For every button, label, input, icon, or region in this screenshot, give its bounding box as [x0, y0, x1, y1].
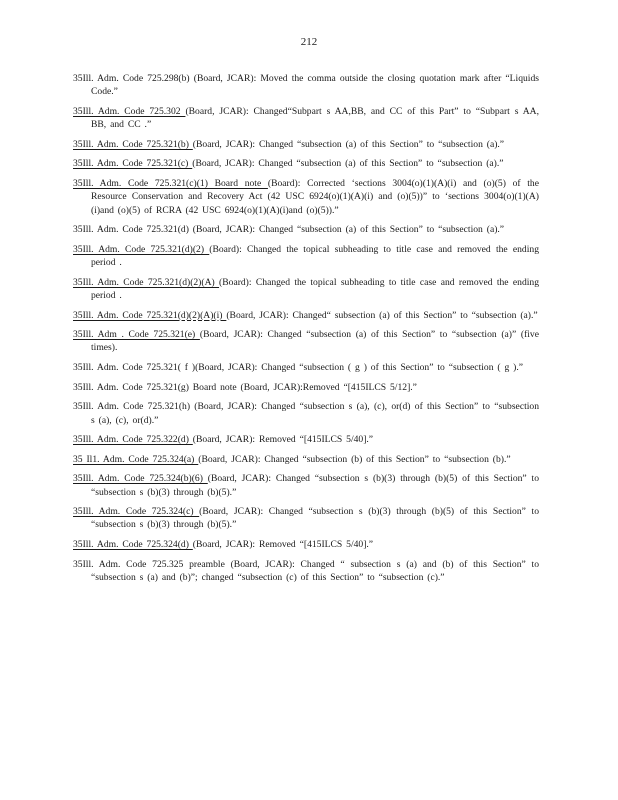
list-item: [73, 400, 539, 427]
entry-citation: 35Ill. Adm. Code 725.321(d)(2)(A): [73, 276, 220, 288]
entry-citation: 35Ill. Adm. Code 725.321( f ): [73, 362, 196, 374]
entry-text: (Board, JCAR): Changed “subsection s (b)(3) through (b)(5) of this Section” to “subsection s (b)(3) through (b)(5).”: [91, 473, 539, 498]
entry-text: (Board, JCAR): Changed “subsection (a) of this Section” to “subsection (a).”: [192, 138, 505, 150]
list-item: [73, 72, 539, 99]
list-item: [73, 538, 539, 551]
entry-text: (Board, JCAR): Changed “subsection (a) of this Section” to “subsection (a).”: [188, 224, 505, 236]
list-item: [73, 157, 539, 170]
list-item: [73, 276, 539, 303]
entry-citation: 35Ill. Adm. Code 725.325 preamble: [73, 558, 225, 570]
entry-citation: 35Ill. Adm. Code 725.298(b): [73, 73, 190, 84]
entry-text: (Board, JCAR): Changed “subsection (a) of this Section” to “subsection (a)” (five times).: [91, 329, 539, 354]
list-item: [73, 505, 539, 532]
entry-citation: 35Ill. Adm. Code 725.321(c)(1) Board note: [73, 177, 268, 189]
entry-citation: 35Ill. Adm. Code 725.322(d): [73, 434, 193, 446]
list-item: [73, 472, 539, 499]
page-number: 212: [300, 36, 318, 48]
entry-text: (Board, JCAR):Removed “[415ILCS 5/12].”: [236, 381, 417, 393]
entry-text: (Board): Changed the topical subheading to title case and removed the ending period .: [91, 243, 539, 269]
entry-citation: 35Ill. Adm. Code 725.324(b)(6): [73, 473, 208, 485]
list-item: [73, 177, 539, 217]
entry-citation: 35Ill. Adm. Code 725.321(d): [73, 224, 189, 236]
entry-text: (Board): Corrected ‘sections 3004(o)(1)(A)(i) and (o)(5) of the Resource Conservation and Recovery Act (42 USC 6924(o)(1)(A)(i) and (o)(5))” to ‘sections 3004(o)(1)(A)(i)and (o)(5) of RCRA (42 USC 6924(o)(1)(A)(i)and (o)(5)).”: [91, 177, 539, 216]
entry-text: (Board, JCAR): Changed “subsection (b) of this Section” to “subsection (b).”: [198, 453, 511, 465]
entry-citation: 35Ill. Adm. Code 725.321(c): [73, 158, 193, 170]
entry-text: (Board, JCAR): Removed “[415ILCS 5/40].”: [192, 434, 374, 446]
list-item: [73, 361, 539, 374]
entry-citation: 35 Il1. Adm. Code 725.324(a): [73, 453, 199, 465]
entry-text: (Board, JCAR): Removed “[415ILCS 5/40].”: [192, 539, 374, 551]
list-item: [73, 243, 539, 270]
list-item: [73, 558, 539, 585]
entry-text: (Board, JCAR): Changed “subsection (a) of this Section” to “subsection (a).”: [192, 158, 504, 170]
list-item: [73, 138, 539, 151]
entry-text: (Board, JCAR): Changed“ subsection (a) of this Section” to “subsection (a).”: [226, 309, 538, 321]
entry-citation: 35Ill. Adm . Code 725.321(e): [73, 329, 200, 341]
entry-text: (Board, JCAR): Changed “ subsection s (a) and (b) of this Section” to “subsection s (a) and (b)”; changed “subsection (c) of this Section” to “subsection (c).”: [91, 558, 539, 583]
entry-citation: 35Ill. Adm. Code 725.324(d): [73, 539, 193, 551]
entry-text: (Board, JCAR): Changed “subsection s (b)(3) through (b)(5) of this Section” to “subsection s (b)(3) through (b)(5).”: [91, 506, 539, 531]
entry-citation: 35Ill. Adm. Code 725.321(h): [73, 401, 191, 413]
list-item: [73, 223, 539, 236]
list-item: [73, 453, 539, 466]
entry-citation: 35Ill. Adm. Code 725.324(c): [73, 506, 200, 518]
entry-text: (Board, JCAR): Changed“Subpart s AA,BB, and CC of this Part” to “Subpart s AA, BB, and CC .”: [91, 105, 540, 131]
entry-citation: 35Ill. Adm. Code 725.302: [73, 105, 186, 117]
list-item: [73, 105, 539, 132]
list-item: [73, 328, 539, 355]
entry-text: (Board): Changed the topical subheading to title case and removed the ending period .: [91, 276, 539, 301]
list-item: [73, 309, 539, 322]
entry-citation: 35Ill. Adm. Code 725.321(g) Board note: [73, 381, 237, 393]
entry-text: (Board, JCAR): Changed “subsection s (a), (c), or(d) of this Section” to “subsection s (a), (c), or(d).”: [91, 401, 539, 426]
entry-citation: 35Ill. Adm. Code 725.321(b): [73, 138, 193, 150]
list-item: [73, 433, 539, 446]
entry-text: (Board, JCAR): Moved the comma outside the closing quotation mark after “Liquids Code.”: [91, 73, 539, 98]
entry-text: (Board, JCAR): Changed “subsection ( g ) of this Section” to “subsection ( g ).”: [195, 362, 524, 374]
entry-citation: 35Ill. Adm. Code 725.321(d)(2): [73, 243, 210, 255]
list-item: [73, 381, 539, 394]
entry-citation: 35Ill. Adm. Code 725.321(d)(2)(A)(i): [73, 309, 227, 321]
entry-list: [73, 72, 539, 591]
